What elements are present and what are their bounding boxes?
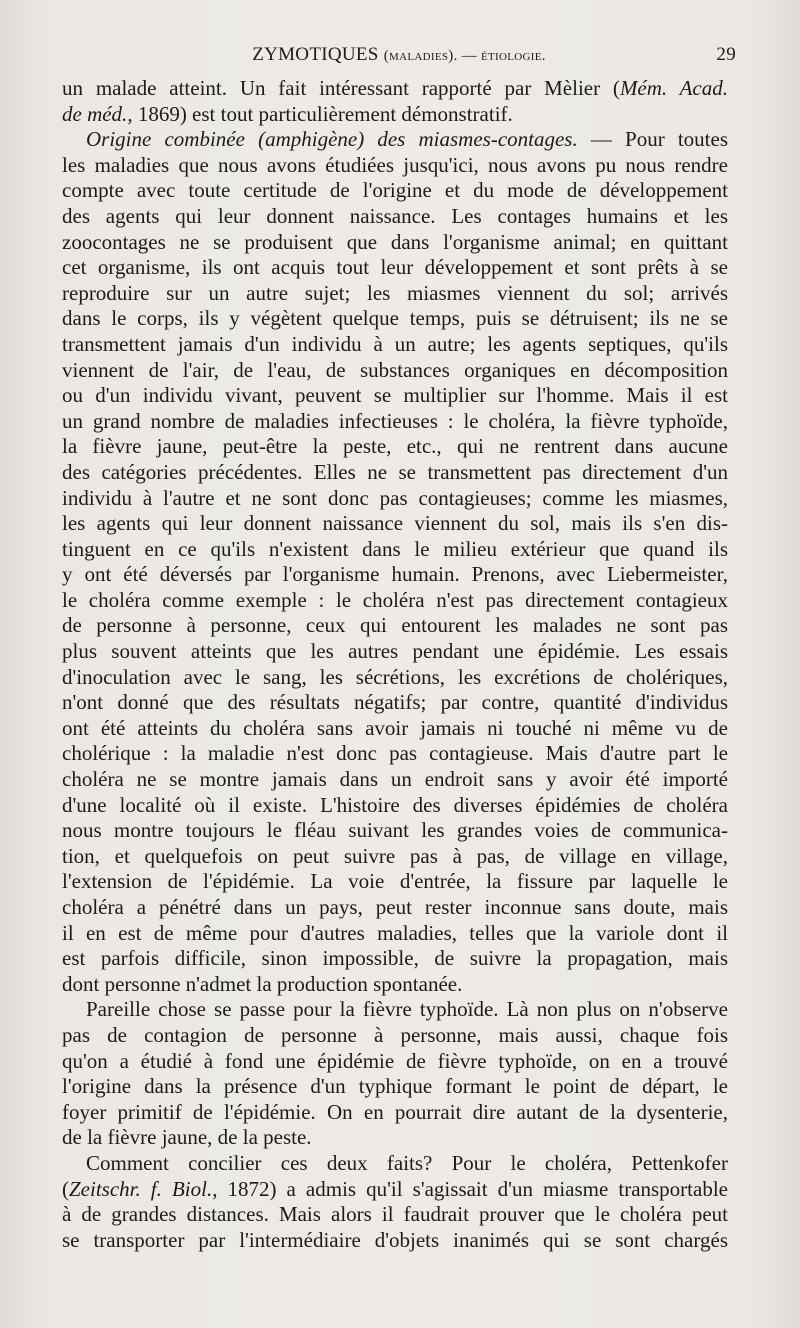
text-line: choléra a pénétré dans un pays, peut rester inconnue sans doute, mais (62, 895, 728, 919)
text-line: y ont été déversés par l'organisme humain. Prenons, avec Liebermeister, (62, 562, 728, 587)
text-line: à de grandes distances. Mais alors il faudrait prouver que le choléra peut (62, 1202, 728, 1227)
text-line: l'extension de l'épidémie. La voie d'entrée, la fissure par laquelle le (62, 869, 728, 894)
text-line: Pareille chose se passe pour la fièvre typhoïde. Là non plus on n'observe (86, 997, 728, 1022)
running-title (62, 44, 736, 66)
text-line: transmettent jamais d'un individu à un autre; les agents septiques, qu'ils (62, 331, 728, 356)
text-line: pas de contagion de personne à personne, mais aussi, chaque fois (62, 1022, 728, 1047)
text-line: nous montre toujours le fléau suivant les grandes voies de communica- (62, 818, 728, 843)
text-line: foyer primitif de l'épidémie. On en pourrait dire autant de la dysenterie, (62, 1099, 728, 1124)
page-number: 29 (716, 44, 736, 65)
text-line: un grand nombre de maladies infectieuses : le choléra, la fièvre typhoïde, (62, 408, 728, 433)
text-line: il en est de même pour d'autres maladies, telles que la variole dont il (62, 920, 728, 945)
body-text (62, 76, 728, 1253)
text-line: individu à l'autre et ne sont donc pas contagieuses; comme les miasmes, (62, 485, 728, 510)
text-line: un malade atteint. Un fait intéressant rapporté par Mèlier (Mém. Acad. (62, 76, 729, 100)
text-line: cet organisme, ils ont acquis tout leur développement et sont prêts à se (62, 255, 728, 280)
text-line: de méd., 1869) est tout particulièrement démonstratif. (62, 101, 513, 126)
text-line: l'origine dans la présence d'un typhique formant le point de départ, le (62, 1074, 728, 1099)
text-line: plus souvent atteints que les autres pendant une épidémie. Les essais (62, 639, 728, 664)
header-subtitle: (maladies). — étiologie. (383, 48, 546, 64)
text-line: la fièvre jaune, peut-être la peste, etc., qui ne rentrent dans aucune (62, 434, 728, 459)
text-line: de la fièvre jaune, de la peste. (62, 1125, 312, 1150)
text-line: de personne à personne, ceux qui entourent les malades ne sont pas (62, 613, 728, 638)
text-line: compte avec toute certitude de l'origine et du mode de développement (62, 178, 728, 203)
header-title: ZYMOTIQUES (252, 44, 379, 65)
text-line: des catégories précédentes. Elles ne se transmettent pas directement d'un (62, 459, 728, 484)
running-header (62, 44, 736, 78)
text-line: Comment concilier ces deux faits? Pour le choléra, Pettenkofer (86, 1150, 728, 1175)
text-line: reproduire sur un autre sujet; les miasmes viennent du sol; arrivés (62, 280, 728, 305)
text-line: tinguent en ce qu'ils n'existent dans le milieu extérieur que quand ils (62, 536, 728, 561)
text-line: n'ont donné que des résultats négatifs; par contre, quantité d'individus (62, 690, 728, 715)
text-line: dont personne n'admet la production spontanée. (62, 971, 463, 996)
section-heading-line: Origine combinée (amphigène) des miasmes-contages. — Pour toutes (86, 127, 728, 152)
text-line: viennent de l'air, de l'eau, de substances organiques en décomposition (62, 357, 728, 382)
text-line: se transporter par l'intermédiaire d'objets inanimés qui se sont chargés (62, 1227, 728, 1252)
text-line: les maladies que nous avons étudiées jusqu'ici, nous avons pu nous rendre (62, 152, 728, 177)
text-line: d'une localité où il existe. L'histoire des diverses épidémies de choléra (62, 792, 728, 817)
text-line: (Zeitschr. f. Biol., 1872) a admis qu'il s'agissait d'un miasme transportable (62, 1176, 728, 1201)
text-line: ou d'un individu vivant, peuvent se multiplier sur l'homme. Mais il est (62, 383, 728, 408)
text-line: choléra ne se montre jamais dans un endroit sans y avoir été importé (62, 767, 728, 792)
text-line: zoocontages ne se produisent que dans l'organisme animal; en quittant (62, 229, 728, 254)
text-line: tion, et quelquefois on peut suivre pas à pas, de village en village, (62, 843, 728, 868)
text-line: cholérique : la maladie n'est donc pas contagieuse. Mais d'autre part le (62, 741, 728, 766)
text-line: le choléra comme exemple : le choléra n'est pas directement contagieux (62, 587, 728, 612)
text-line: qu'on a étudié à fond une épidémie de fièvre typhoïde, on en a trouvé (62, 1048, 728, 1073)
text-line: les agents qui leur donnent naissance viennent du sol, mais ils s'en dis- (62, 511, 728, 536)
text-line: dans le corps, ils y végètent quelque temps, puis se détruisent; ils ne se (62, 306, 728, 331)
text-line: est parfois difficile, sinon impossible, de suivre la propagation, mais (62, 946, 728, 971)
text-line: ont été atteints du choléra sans avoir jamais ni touché ni même vu de (62, 715, 728, 740)
text-line: d'inoculation avec le sang, les sécrétions, les excrétions de cholériques, (62, 664, 728, 689)
text-line: des agents qui leur donnent naissance. Les contages humains et les (62, 203, 728, 228)
